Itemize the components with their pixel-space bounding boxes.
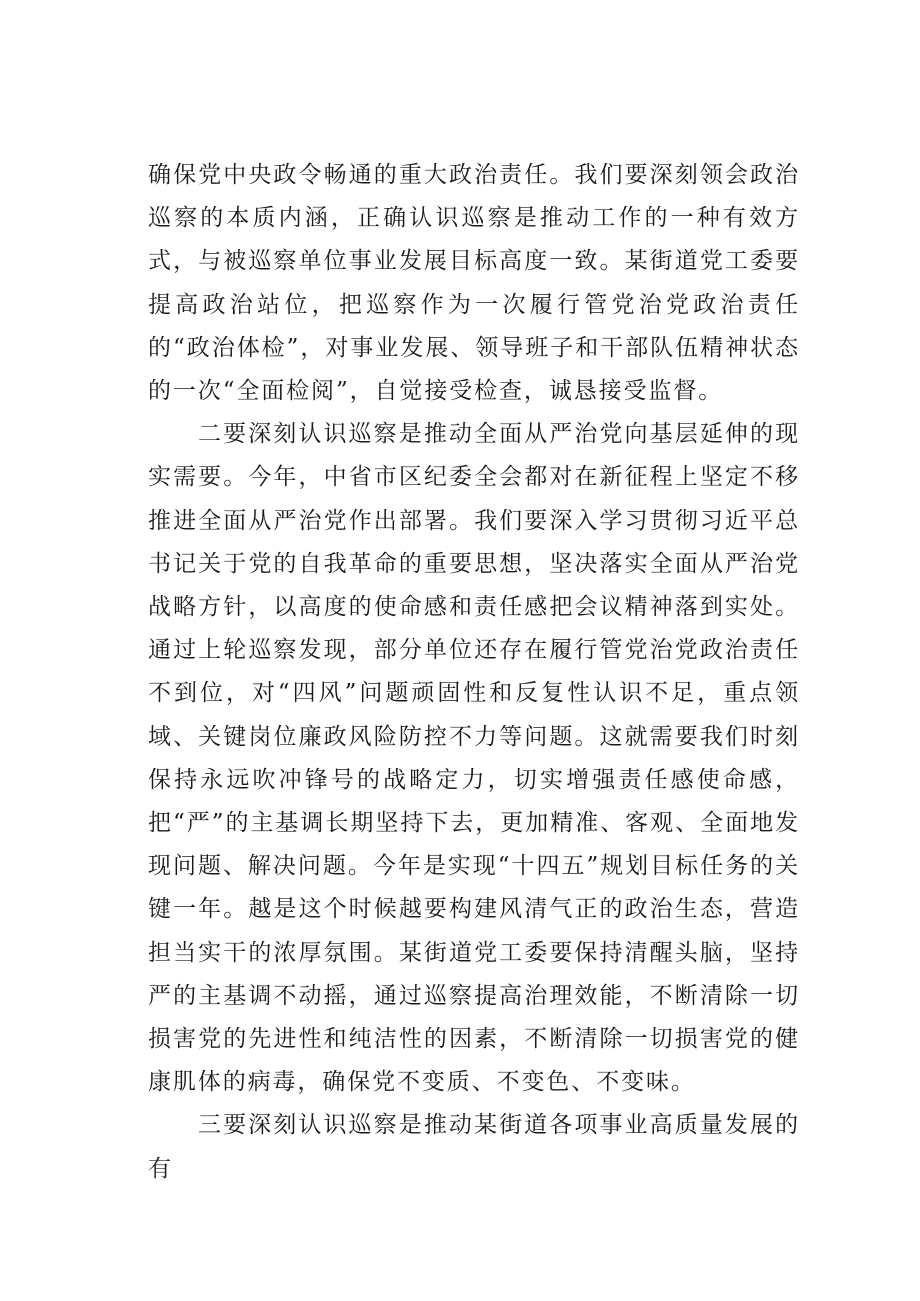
document-body (148, 154, 800, 1191)
paragraph-third-point: 三要深刻认识巡察是推动某街道各项事业高质量发展的有 (148, 1112, 800, 1182)
paragraph-second-point: 二要深刻认识巡察是推动全面从严治党向基层延伸的现实需要。今年，中省市区纪委全会都对在新征程上坚定不移推进全面从严治党作出部署。我们要深入学习贯彻习近平总书记关于党的自我革命的重要思想，坚决落实全面从严治党战略方针，以高度的使命感和责任感把会议精神落到实处。通过上轮巡察发现，部分单位还存在履行管党治党政治责任不到位，对“四风”问题顽固性和反复性认识不足，重点领域、关键岗位廉政风险防控不力等问题。这就需要我们时刻保持永远吹冲锋号的战略定力，切实增强责任感使命感，把“严”的主基调长期坚持下去，更加精准、客观、全面地发现问题、解决问题。今年是实现“十四五”规划目标任务的关键一年。越是这个时候越要构建风清气正的政治生态，营造担当实干的浓厚氛围。某街道党工委要保持清醒头脑，坚持严的主基调不动摇，通过巡察提高治理效能，不断清除一切损害党的先进性和纯洁性的因素，不断清除一切损害党的健康肌体的病毒，确保党不变质、不变色、不变味。 (148, 421, 800, 1096)
paragraph-continuation: 确保党中央政令畅通的重大政治责任。我们要深刻领会政治巡察的本质内涵，正确认识巡察是推动工作的一种有效方式，与被巡察单位事业发展目标高度一致。某街道党工委要提高政治站位，把巡察作为一次履行管党治党政治责任的“政治体检”，对事业发展、领导班子和干部队伍精神状态的一次“全面检阅”，自觉接受检查，诚恳接受监督。 (148, 162, 800, 405)
